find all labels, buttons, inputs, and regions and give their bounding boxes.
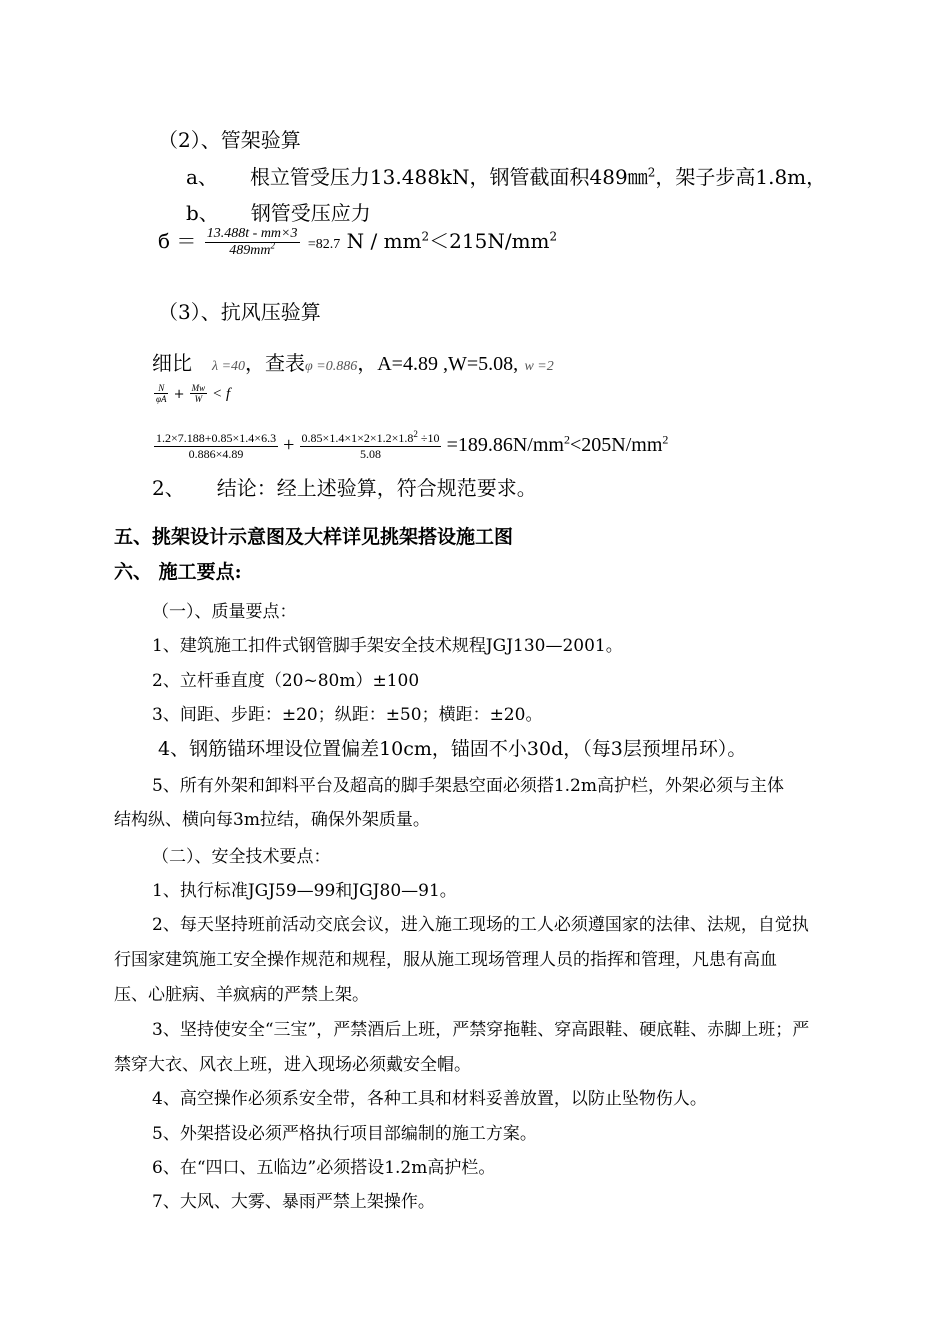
quality-item-3: 3、间距、步距：±20；纵距：±50；横距：±20。 <box>152 705 543 725</box>
item-a-sup: 2 <box>647 165 656 180</box>
sigma-symbol: б ＝ <box>158 229 197 253</box>
conclusion <box>152 472 537 501</box>
item-a <box>186 161 826 190</box>
calc-result: $=189.86N/mm^2<205N/mm^2$ <box>446 432 669 456</box>
safety-item-5: 5、外架搭设必须严格执行项目部编制的施工方案。 <box>152 1124 537 1144</box>
quality-item-5b: 结构纵、横向每3m拉结，确保外架质量。 <box>114 810 430 830</box>
stress-numerator: 13.488t - mm×3 <box>206 226 298 241</box>
item-b <box>186 197 371 226</box>
quality-item-2: 2、立杆垂直度（20~80m）±100 <box>152 671 420 691</box>
safety-item-6: 6、在“四口、五临边”必须搭设1.2m高护栏。 <box>152 1158 496 1178</box>
phi-value: φ =0.886 <box>305 359 358 374</box>
ineq-frac-2: $\frac{Mw}{W}$ <box>191 383 206 404</box>
safety-item-7: 7、大风、大雾、暴雨严禁上架操作。 <box>152 1192 435 1212</box>
safety-item-3a: 3、坚持使安全“三宝”，严禁酒后上班，严禁穿拖鞋、穿高跟鞋、硬底鞋、赤脚上班；严 <box>152 1020 810 1040</box>
quality-item-4: 4、钢筋锚环埋设位置偏差10cm，锚固不小30d，（每3层预埋吊环）。 <box>158 738 747 760</box>
stress-compare: $<215N/mm^2$ <box>429 229 558 253</box>
item-b-text: 钢管受压应力 <box>250 201 371 225</box>
w-value: w =2 <box>524 359 554 374</box>
lambda-value: λ =40 <box>212 359 246 374</box>
conclusion-label: 2、 <box>152 476 185 500</box>
calc-plus: + <box>283 434 295 456</box>
item-a-tail: ，架子步高1.8m， <box>655 165 827 189</box>
item-a-label: a、 <box>186 165 218 189</box>
conclusion-text: 结论：经上述验算，符合规范要求。 <box>216 476 537 500</box>
calc-frac-1: $\frac{1.2\times 7.188+0.85\times 1.4\times 6.3}{0.886\times 4.89}$ <box>156 431 277 461</box>
safety-item-4: 4、高空操作必须系安全带，各种工具和材料妥善放置，以防止坠物伤人。 <box>152 1089 707 1109</box>
stress-fraction <box>205 226 300 259</box>
lookup-text: ，查表 <box>245 351 306 375</box>
safety-item-3b: 禁穿大衣、风衣上班，进入现场必须戴安全帽。 <box>114 1055 471 1075</box>
calc-formula <box>154 431 668 462</box>
aw-values: ，A=4.89 ,W=5.08, <box>357 353 519 375</box>
safety-item-2c: 压、心脏病、羊疯病的严禁上架。 <box>114 985 369 1005</box>
heading-6: 六、 施工要点: <box>114 561 242 583</box>
safety-heading: （二）、安全技术要点： <box>152 847 331 867</box>
safety-item-1: 1、执行标准JGJ59—99和JGJ80—91。 <box>152 881 457 901</box>
stress-value: =82.7 <box>307 237 341 252</box>
stability-inequality <box>154 383 230 404</box>
safety-item-2b: 行国家建筑施工安全操作规范和规程，服从施工现场管理人员的指挥和管理，凡患有高血 <box>114 950 777 970</box>
slenderness-line <box>152 347 554 376</box>
slender-label: 细比 <box>152 351 192 375</box>
item-b-label: b、 <box>186 201 219 225</box>
quality-item-1: 1、建筑施工扣件式钢管脚手架安全技术规程JGJ130—2001。 <box>152 636 623 656</box>
stress-denominator: $489mm^2$ <box>229 240 275 258</box>
ineq-lt: < f <box>212 386 231 402</box>
stress-unit: N / $mm^2$ <box>346 229 430 253</box>
section-2-heading: （2）、管架验算 <box>158 128 301 152</box>
heading-5: 五、挑架设计示意图及大样详见挑架搭设施工图 <box>114 526 514 548</box>
safety-item-2a: 2、每天坚持班前活动交底会议，进入施工现场的工人必须遵国家的法律、法规，自觉执 <box>152 915 809 935</box>
stress-formula <box>158 225 557 259</box>
quality-heading: （一）、质量要点： <box>152 602 297 622</box>
ineq-plus: + <box>173 387 185 402</box>
calc-frac-2: $\frac{0.85\times 1.4\times 1\times 2\times 1.2\times 1.8^2 \div 10}{5.08}$ <box>301 429 440 461</box>
item-a-text: 根立管受压力13.488kN，钢管截面积489㎜ <box>249 165 648 189</box>
quality-item-5a: 5、所有外架和卸料平台及超高的脚手架悬空面必须搭1.2m高护栏，外架必须与主体 <box>152 776 784 796</box>
ineq-frac-1: $\frac{N}{\varphi A}$ <box>156 383 167 404</box>
section-3-heading: （3）、抗风压验算 <box>158 300 321 324</box>
